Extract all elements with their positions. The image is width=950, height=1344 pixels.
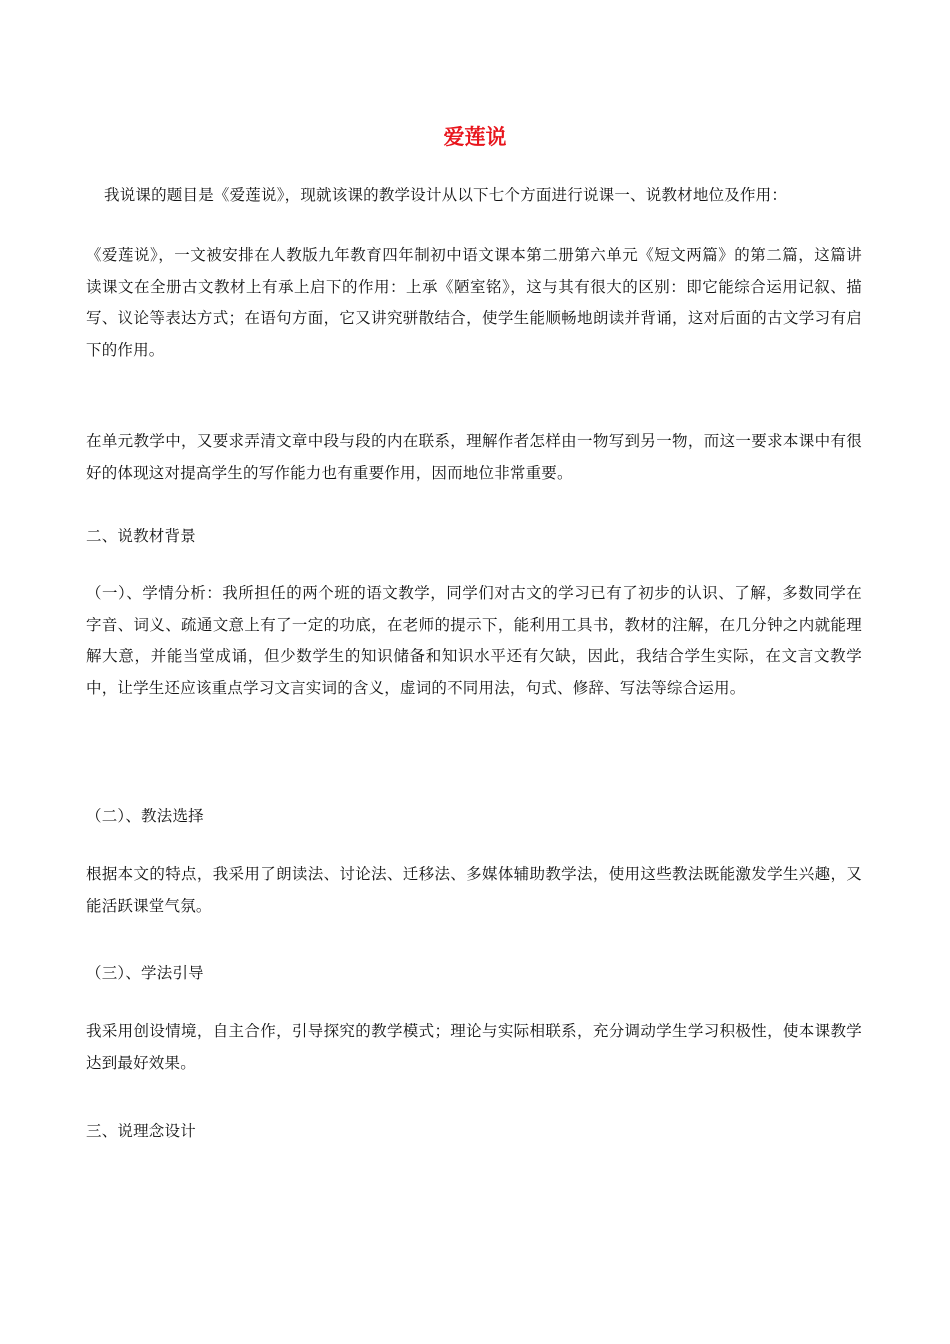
- section-heading-concept-design: 三、说理念设计: [86, 1122, 196, 1140]
- paragraph-student-analysis: （一）、学情分析：我所担任的两个班的语文教学，同学们对古文的学习已有了初步的认识、了解，多数同学在字音、词义、疏通文意上有了一定的功底，在老师的提示下，能利用工具书，教材的注解，在几分钟之内就能理解大意，并能当堂成诵，但少数学生的知识储备和知识水平还有欠缺，因此，我结合学生实际，在文言文教学中，让学生还应该重点学习文言实词的含义，虚词的不同用法，句式、修辞、写法等综合运用。: [86, 584, 862, 697]
- page-title: 爱莲说: [443, 125, 507, 149]
- paragraph-unit-teaching: 在单元教学中，又要求弄清文章中段与段的内在联系，理解作者怎样由一物写到另一物，而这一要求本课中有很好的体现这对提高学生的写作能力也有重要作用，因而地位非常重要。: [86, 432, 862, 482]
- paragraph-learning-guidance: 我采用创设情境，自主合作，引导探究的教学模式；理论与实际相联系，充分调动学生学习积极性，使本课教学达到最好效果。: [86, 1022, 862, 1072]
- paragraph-textbook-position: 《爱莲说》，一文被安排在人教版九年教育四年制初中语文课本第二册第六单元《短文两篇》的第二篇，这篇讲读课文在全册古文教材上有承上启下的作用：上承《陋室铭》，这与其有很大的区别：即它能综合运用记叙、描写、议论等表达方式；在语句方面，它又讲究骈散结合，使学生能顺畅地朗读并背诵，这对后面的古文学习有启下的作用。: [86, 246, 862, 359]
- section-heading-background: 二、说教材背景: [86, 527, 196, 545]
- subheading-learning-guidance: （三）、学法引导: [86, 964, 204, 982]
- paragraph-teaching-method: 根据本文的特点，我采用了朗读法、讨论法、迁移法、多媒体辅助教学法，使用这些教法既能激发学生兴趣，又能活跃课堂气氛。: [86, 865, 862, 915]
- intro-paragraph: 我说课的题目是《爱莲说》，现就该课的教学设计从以下七个方面进行说课一、说教材地位及作用：: [104, 186, 788, 204]
- subheading-teaching-method: （二）、教法选择: [86, 807, 204, 825]
